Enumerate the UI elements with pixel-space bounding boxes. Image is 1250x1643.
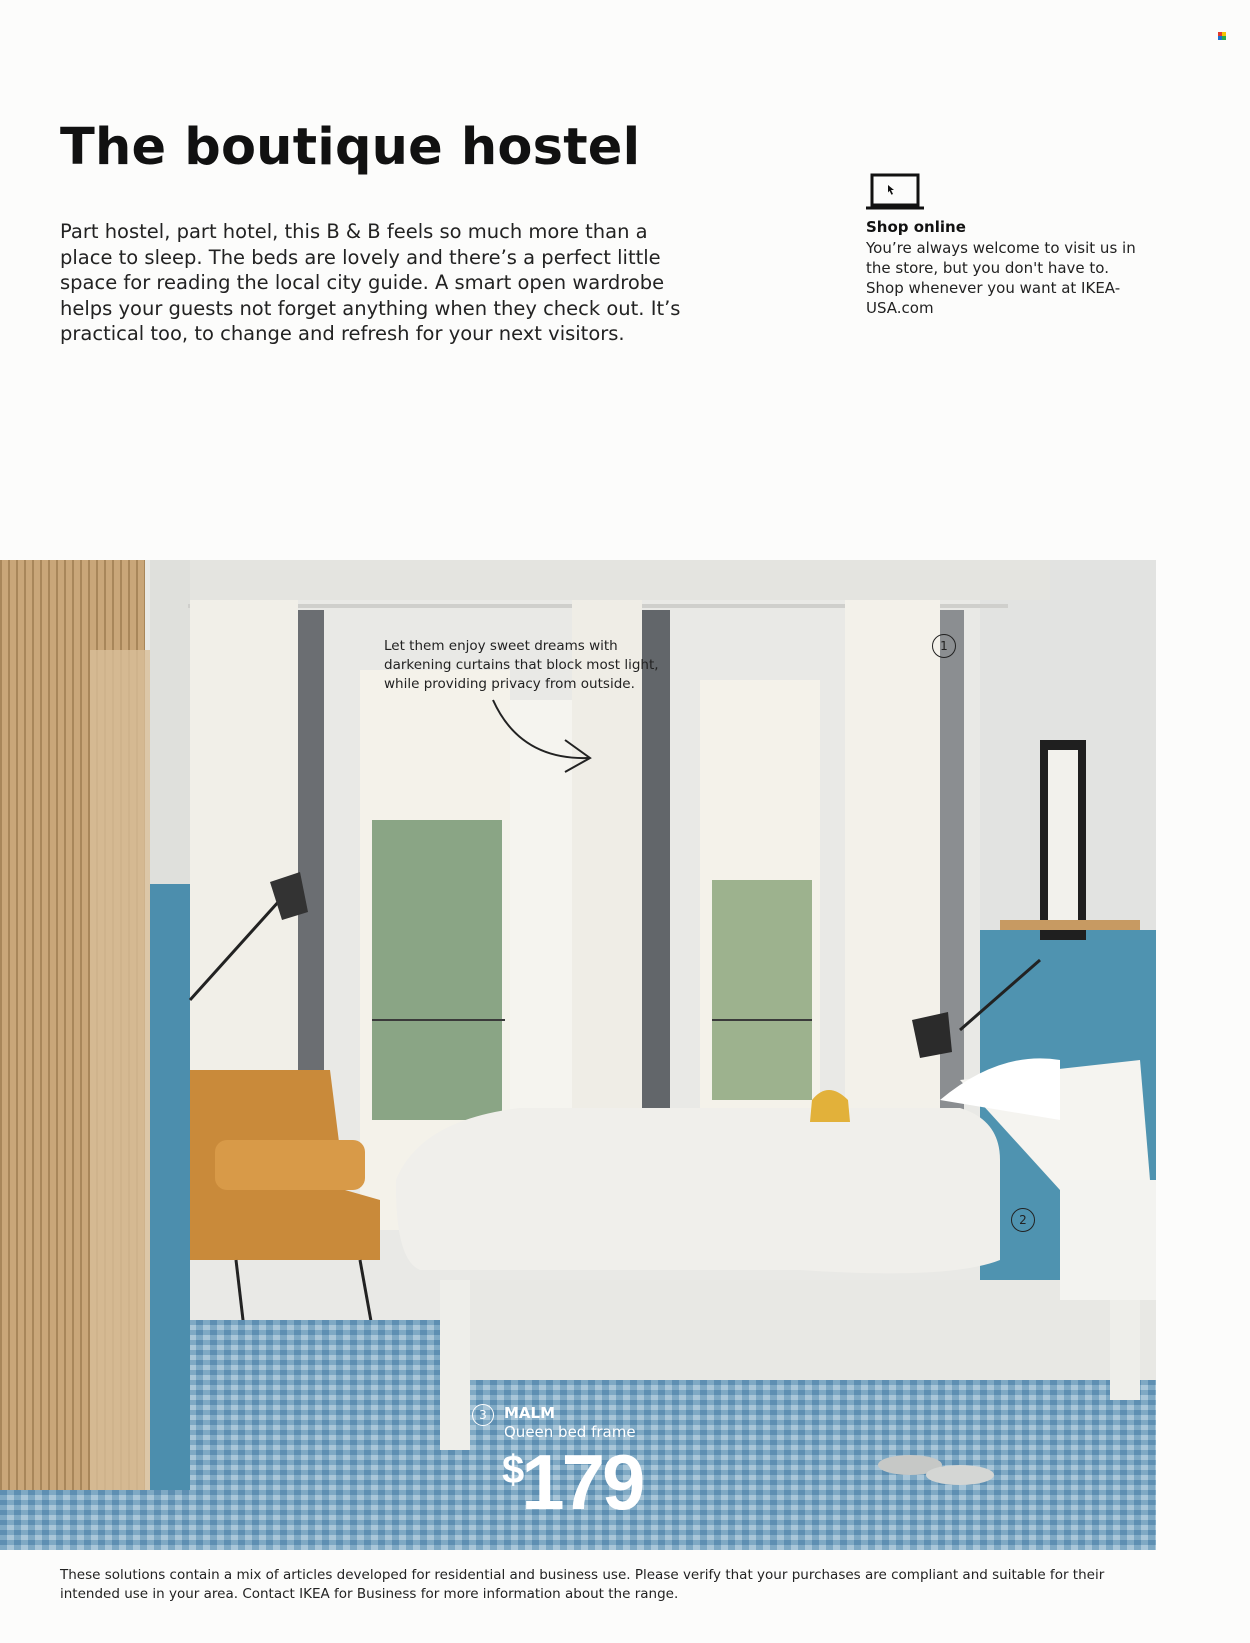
product-number: 3 xyxy=(472,1404,494,1426)
product-description: Queen bed frame xyxy=(504,1423,636,1441)
product-price xyxy=(502,1438,643,1526)
intro-paragraph: Part hostel, part hotel, this B & B feels so much more than a place to sleep. The beds are lovely and there’s a perfect little space for reading the local city guide. A smart open wardrobe helps your guests not forget anything when they check out. It’s practical too, to change and refresh for your next visitors. xyxy=(60,220,681,345)
shop-online-title: Shop online xyxy=(866,218,966,236)
brand-color-dots xyxy=(1218,32,1226,40)
bedroom-photo xyxy=(0,560,1156,1550)
page-title: The boutique hostel xyxy=(60,118,641,177)
shop-online-text: You’re always welcome to visit us in the store, but you don't have to. Shop whenever you want at IKEA-USA.com xyxy=(866,239,1136,317)
business-use-footnote: These solutions contain a mix of articles developed for residential and business use. Please verify that your purchases are compliant and suitable for their intended use in your area. Contact IKEA for Business for more information about the range. xyxy=(60,1567,1105,1602)
laptop-icon xyxy=(866,172,924,212)
shop-online-block xyxy=(866,172,1166,318)
price-currency: $ xyxy=(502,1448,522,1492)
price-amount: 179 xyxy=(521,1438,643,1526)
curtain-annotation: Let them enjoy sweet dreams with darkening curtains that block most light, while providing privacy from outside. xyxy=(384,638,659,692)
bedroom-illustration xyxy=(0,560,1156,1550)
product-marker-1: 1 xyxy=(932,634,956,658)
product-marker-2: 2 xyxy=(1011,1208,1035,1232)
product-name: MALM xyxy=(504,1404,556,1422)
